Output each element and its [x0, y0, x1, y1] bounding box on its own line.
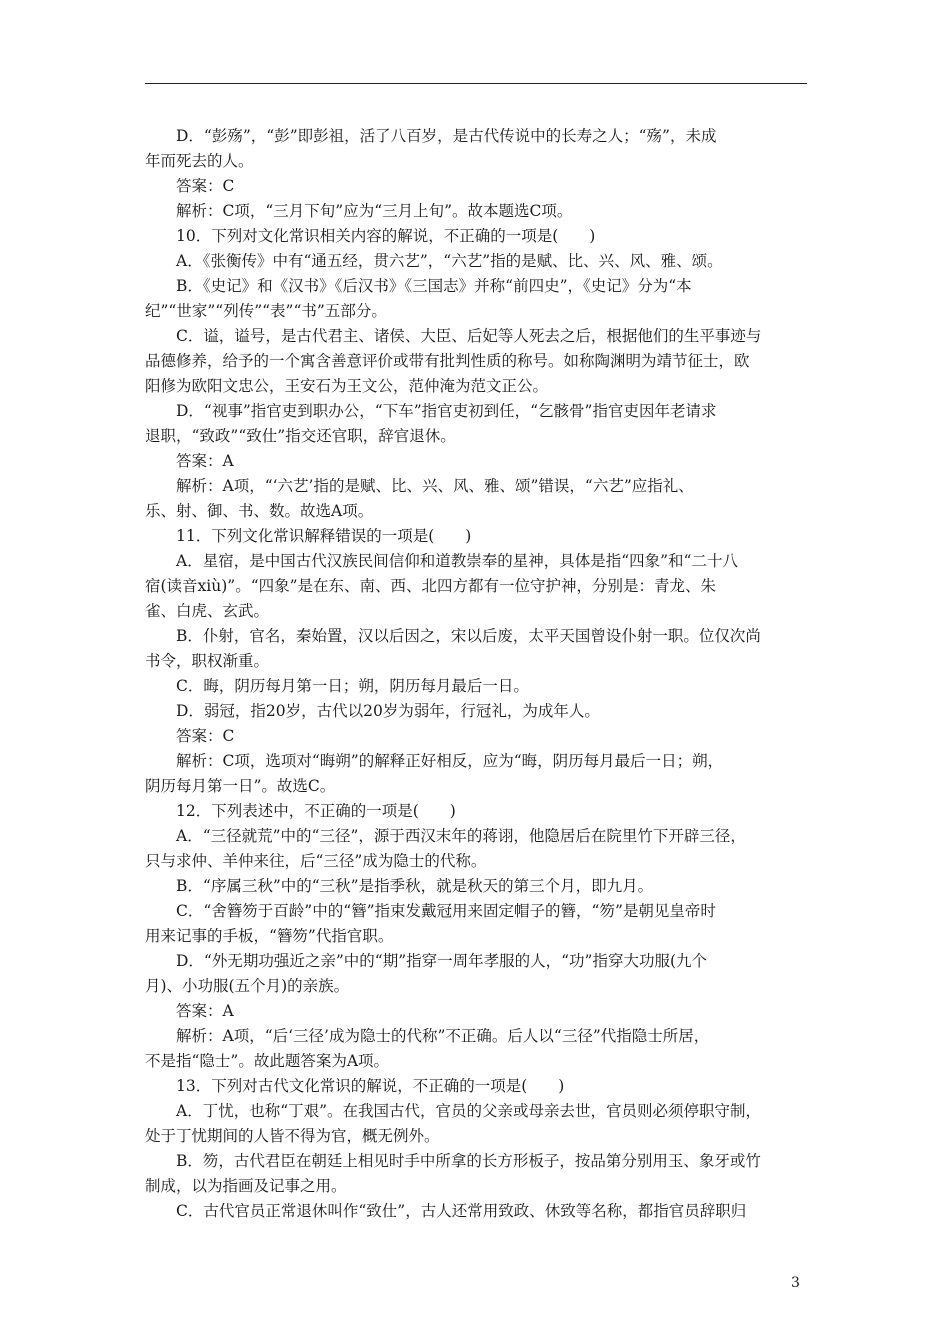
- text-line: 解析：A项，“后‘三径’成为隐士的代称”不正确。后人以“三径”代指隐士所居，: [176, 1027, 710, 1045]
- text-line: 13．下列对古代文化常识的解说，不正确的一项是( ): [176, 1077, 565, 1095]
- text-line: 雀、白虎、玄武。: [145, 602, 270, 620]
- text-line: 不是指“隐士”。故此题答案为A项。: [145, 1052, 390, 1070]
- text-line: 宿(读音xiù)”。“四象”是在东、南、西、北四方都有一位守护神，分别是：青龙、朱: [145, 577, 717, 595]
- page-number: 3: [791, 1275, 800, 1291]
- document-body: [145, 124, 807, 1224]
- text-line: B．仆射，官名，秦始置，汉以后因之，宋以后废，太平天国曾设仆射一职。位仅次尚: [176, 627, 761, 645]
- text-line: 解析：C项，“三月下旬”应为“三月上旬”。故本题选C项。: [176, 202, 573, 220]
- text-line: B．笏，古代君臣在朝廷上相见时手中所拿的长方形板子，按品第分别用玉、象牙或竹: [176, 1152, 761, 1170]
- text-line: D．“视事”指官吏到职办公，“下车”指官吏初到任，“乞骸骨”指官吏因年老请求: [176, 402, 717, 420]
- text-line: 11．下列文化常识解释错误的一项是( ): [176, 527, 472, 545]
- text-line: 制成，以为指画及记事之用。: [145, 1177, 347, 1195]
- text-line: C．古代官员正常退休叫作“致仕”，古人还常用致政、休致等名称，都指官员辞职归: [176, 1202, 747, 1220]
- text-line: 12．下列表述中，不正确的一项是( ): [176, 802, 456, 820]
- text-line: C．“舍簪笏于百龄”中的“簪”指束发戴冠用来固定帽子的簪，“笏”是朝见皇帝时: [176, 902, 716, 920]
- text-line: 答案：A: [176, 1002, 234, 1020]
- text-line: A．星宿，是中国古代汉族民间信仰和道教崇奉的星神，具体是指“四象”和“二十八: [176, 552, 738, 570]
- text-line: A．“三径就荒”中的“三径”，源于西汉末年的蒋诩，他隐居后在院里竹下开辟三径，: [176, 827, 746, 845]
- header-rule: [145, 83, 807, 84]
- text-line: 阴历每月第一日”。故选C。: [145, 777, 336, 795]
- text-line: 年而死去的人。: [145, 152, 254, 170]
- text-line: 10．下列对文化常识相关内容的解说，不正确的一项是( ): [176, 227, 596, 245]
- text-line: 答案：C: [176, 177, 235, 195]
- text-line: 阳修为欧阳文忠公，王安石为王文公，范仲淹为范文正公。: [145, 377, 549, 395]
- text-line: C．谥，谥号，是古代君主、诸侯、大臣、后妃等人死去之后，根据他们的生平事迹与: [176, 327, 762, 345]
- text-line: 品德修养，给予的一个寓含善意评价或带有批判性质的称号。如称陶渊明为靖节征士，欧: [145, 352, 750, 370]
- text-line: D．弱冠，指20岁，古代以20岁为弱年，行冠礼，为成年人。: [176, 702, 600, 720]
- text-line: 乐、射、御、书、数。故选A项。: [145, 502, 374, 520]
- text-line: 答案：A: [176, 452, 234, 470]
- text-line: 纪”“世家”“列传”“表”“书”五部分。: [145, 302, 387, 320]
- text-line: 解析：C项，选项对“晦朔”的解释正好相反，应为“晦，阴历每月最后一日；朔，: [176, 752, 724, 770]
- text-line: D．“外无期功强近之亲”中的“期”指穿一周年孝服的人，“功”指穿大功服(九个: [176, 952, 708, 970]
- text-line: 用来记事的手板，“簪笏”代指官职。: [145, 927, 394, 945]
- text-line: C．晦，阴历每月第一日；朔，阴历每月最后一日。: [176, 677, 529, 695]
- text-line: D．“彭殇”，“彭”即彭祖，活了八百岁，是古代传说中的长寿之人；“殇”，未成: [176, 127, 717, 145]
- text-line: 退职，“致政”“致仕”指交还官职，辞官退休。: [145, 427, 456, 445]
- text-line: 只与求仲、羊仲来往，后“三径”成为隐士的代称。: [145, 852, 487, 870]
- text-line: A．《张衡传》中有“通五经，贯六艺”，“六艺”指的是赋、比、兴、风、雅、颂。: [176, 252, 723, 270]
- text-line: 处于丁忧期间的人皆不得为官，概无例外。: [145, 1127, 440, 1145]
- text-line: B．《史记》和《汉书》《后汉书》《三国志》并称“前四史”，《史记》分为“本: [176, 277, 692, 295]
- text-line: 月)、小功服(五个月)的亲族。: [145, 977, 350, 995]
- text-line: 答案：C: [176, 727, 235, 745]
- text-line: B．“序属三秋”中的“三秋”是指季秋，就是秋天的第三个月，即九月。: [176, 877, 654, 895]
- text-line: A．丁忧，也称“丁艰”。在我国古代，官员的父亲或母亲去世，官员则必须停职守制，: [176, 1102, 762, 1120]
- text-line: 解析：A项，“‘六艺’指的是赋、比、兴、风、雅、颂”错误，“六艺”应指礼、: [176, 477, 694, 495]
- text-line: 书令，职权渐重。: [145, 652, 270, 670]
